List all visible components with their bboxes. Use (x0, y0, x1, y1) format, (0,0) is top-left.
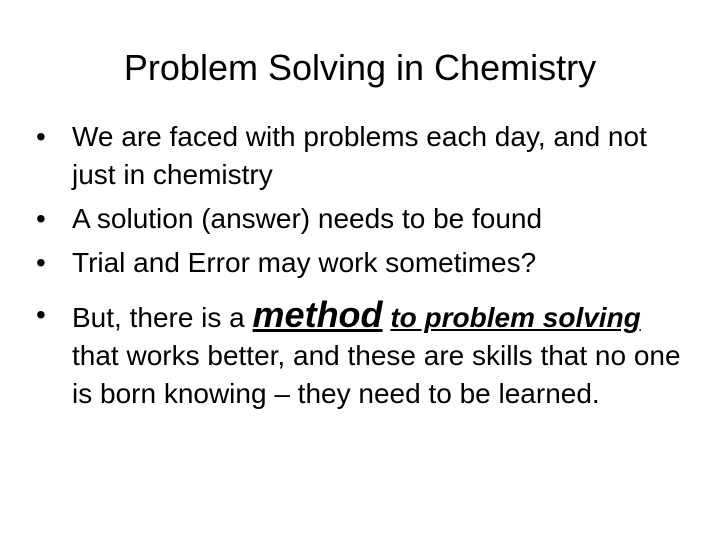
bullet-marker: • (36, 121, 46, 152)
bullet-marker: • (36, 203, 46, 234)
bullet-item (36, 200, 686, 238)
slide-title: Problem Solving in Chemistry (123, 47, 597, 88)
emphasized-phrase: to problem solving (390, 302, 641, 333)
bullet-list (36, 118, 686, 419)
bullet-text-tail: that works better, and these are skills that no one is born knowing – they need to be learned. (72, 340, 681, 409)
bullet-item (36, 244, 686, 282)
bullet-text: A solution (answer) needs to be found (72, 203, 543, 234)
bullet-text: We are faced with problems each day, and not just in chemistry (72, 121, 647, 190)
bullet-text: Trial and Error may work sometimes? (72, 247, 537, 278)
bullet-marker: • (36, 299, 46, 330)
emphasized-word-method: method (252, 294, 383, 335)
bullet-marker: • (36, 247, 46, 278)
bullet-item (36, 118, 686, 194)
bullet-item (36, 296, 686, 413)
bullet-text-lead: But, there is a (72, 302, 253, 333)
